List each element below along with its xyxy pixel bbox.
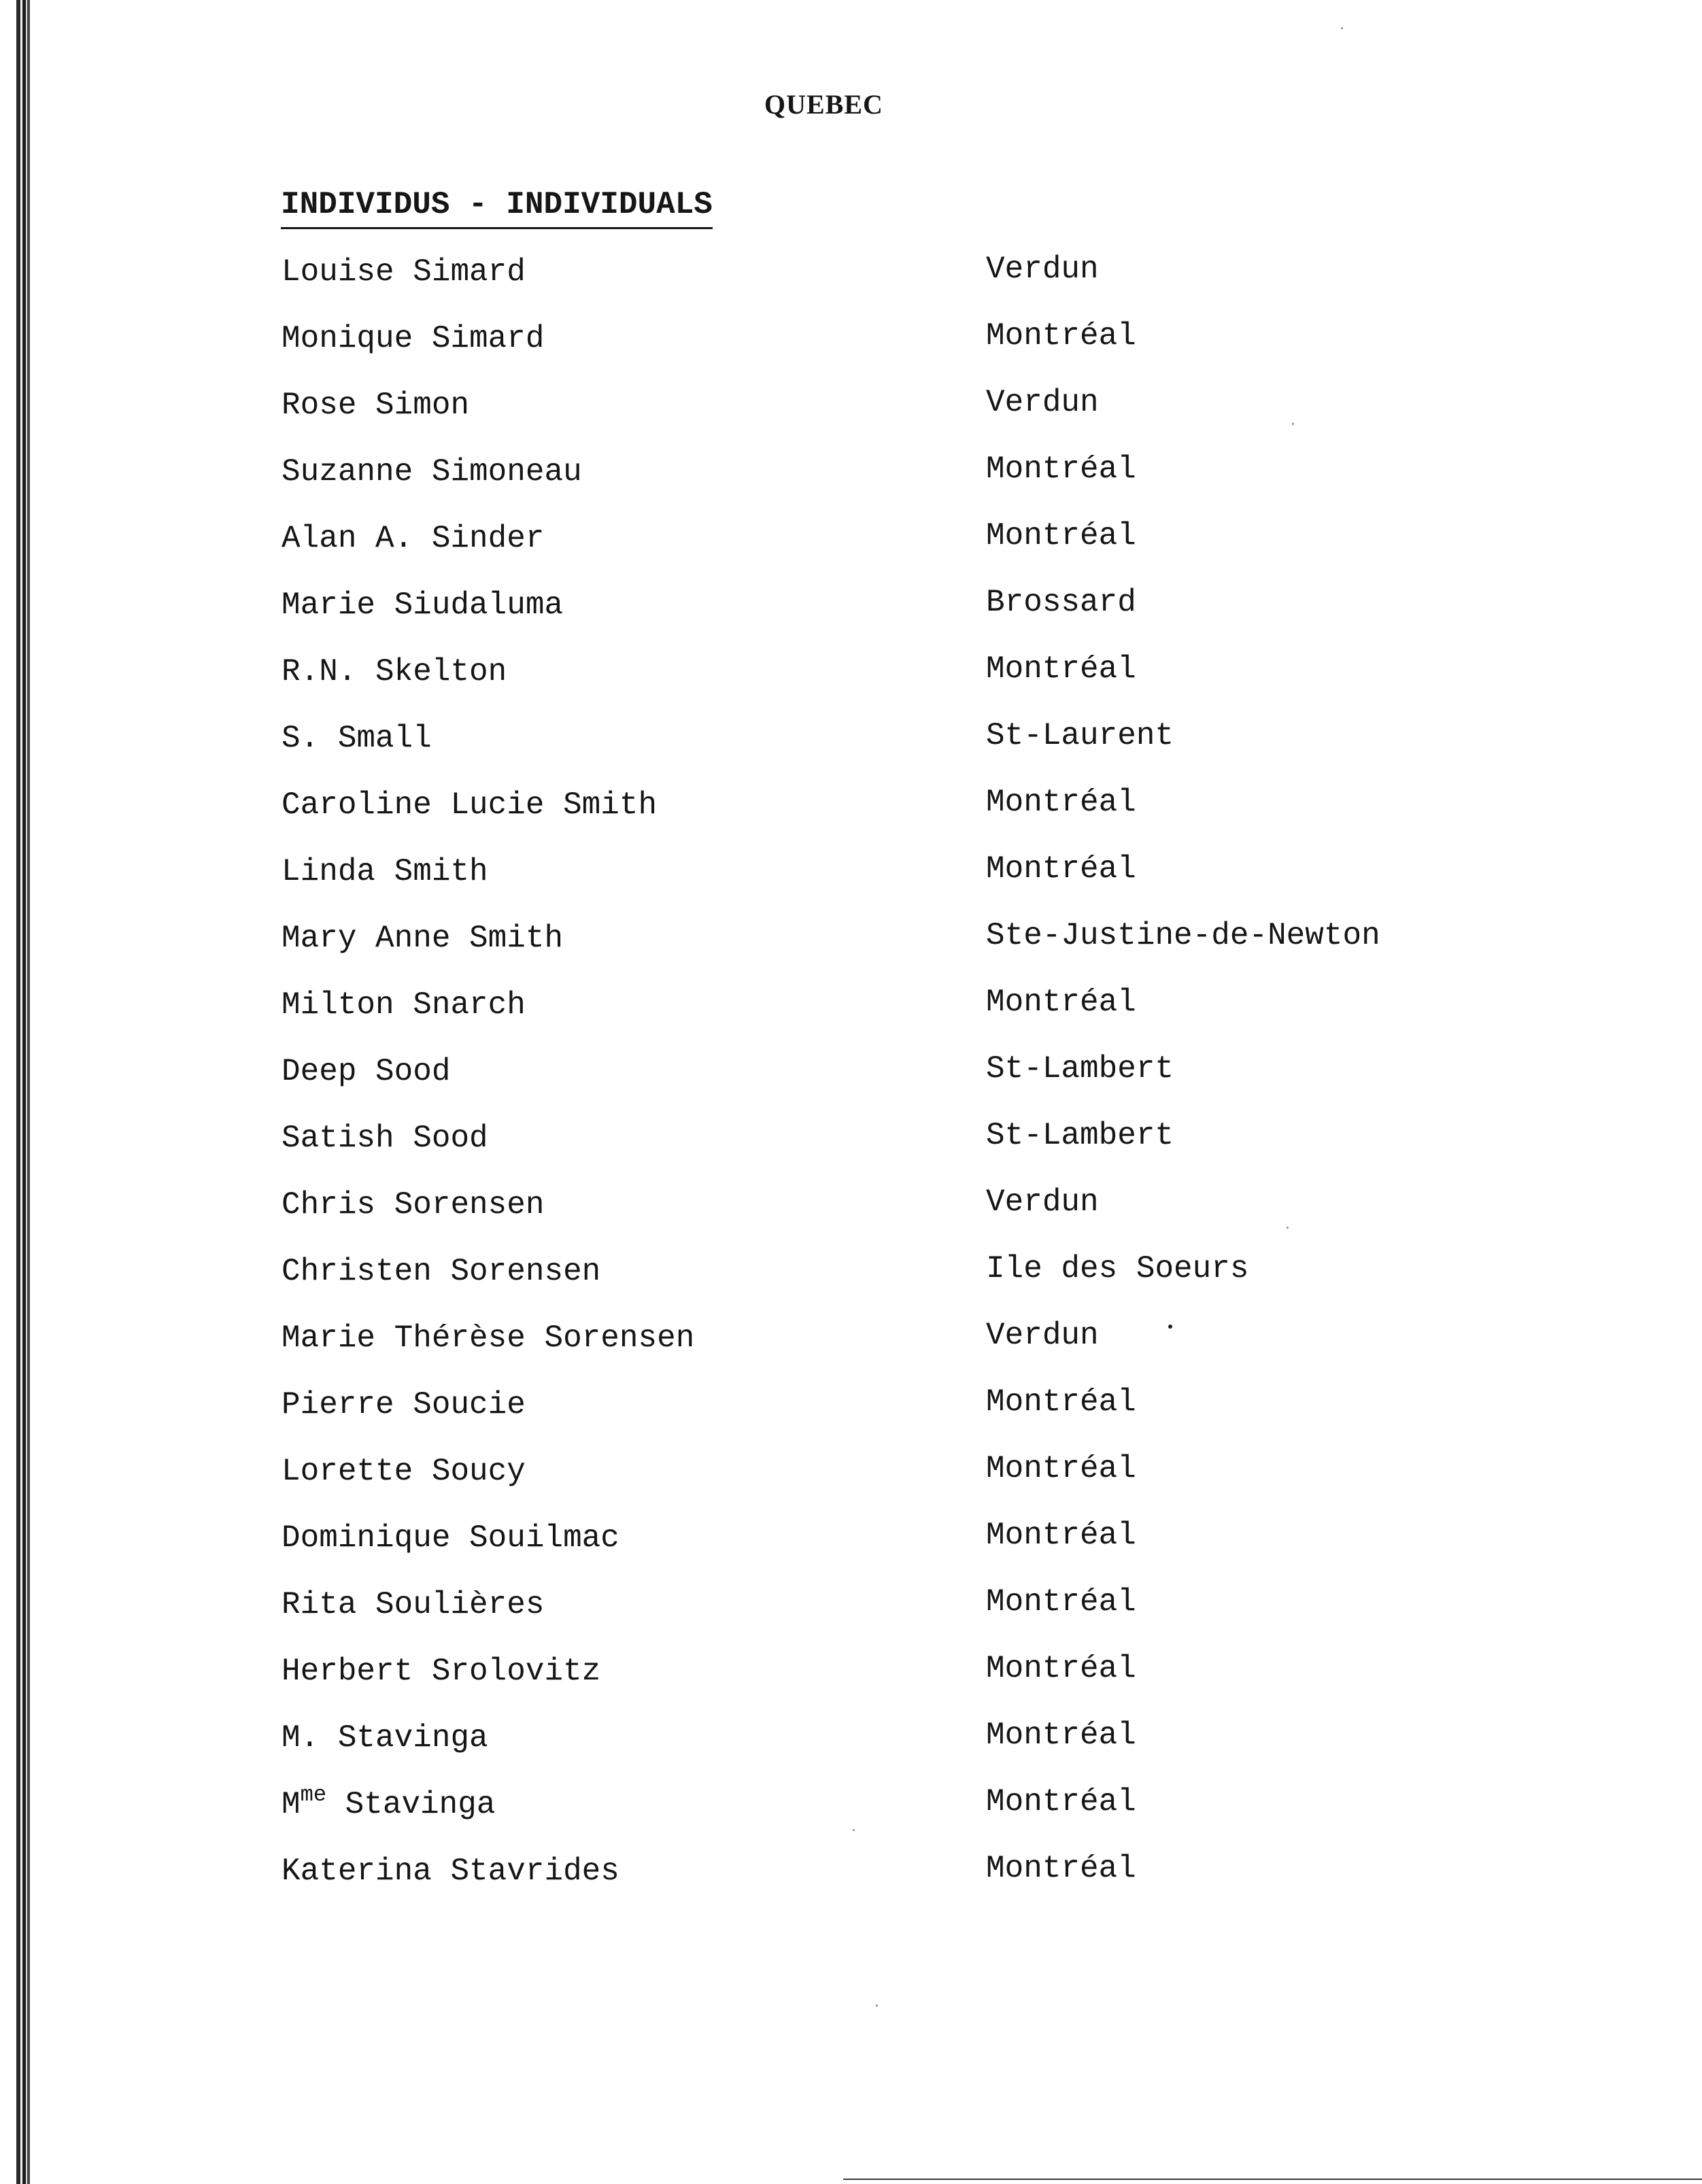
individual-city: Montréal: [986, 1518, 1136, 1553]
individual-name: Louise Simard: [282, 254, 526, 290]
list-item: [282, 1651, 1437, 1718]
individual-city: Montréal: [986, 518, 1136, 553]
individual-city: St-Lambert: [986, 1118, 1174, 1153]
individual-city: St-Laurent: [986, 718, 1174, 753]
individual-city: Brossard: [986, 585, 1136, 620]
list-item: [282, 1251, 1437, 1318]
individual-city: Montréal: [986, 985, 1136, 1020]
list-item: [282, 785, 1437, 851]
page-bottom-edge: [843, 2179, 1702, 2180]
scan-speck: [1341, 27, 1343, 29]
individual-city: Montréal: [986, 651, 1136, 687]
list-item: [282, 985, 1437, 1051]
name-prefix: M: [282, 1787, 301, 1822]
list-item: [282, 518, 1437, 585]
individual-name: M. Stavinga: [282, 1720, 488, 1756]
individual-city: St-Lambert: [986, 1051, 1174, 1087]
individual-name: Christen Sorensen: [282, 1254, 601, 1289]
list-item: [282, 651, 1437, 718]
individual-name: Pierre Soucie: [282, 1387, 526, 1422]
list-item: [282, 1518, 1437, 1584]
page-binding-edge: [0, 0, 38, 2184]
individual-name: Alan A. Sinder: [282, 521, 545, 556]
individual-city: Verdun: [986, 1184, 1099, 1220]
list-item: [282, 1584, 1437, 1651]
individual-name: Katerina Stavrides: [282, 1854, 619, 1889]
individual-name: Milton Snarch: [282, 987, 526, 1023]
individual-name: Marie Siudaluma: [282, 587, 564, 623]
list-item: [282, 252, 1437, 318]
individual-city: Verdun: [986, 385, 1099, 420]
individual-name: Deep Sood: [282, 1054, 451, 1089]
list-item: [282, 1451, 1437, 1518]
individual-city: Verdun: [986, 1318, 1099, 1353]
individual-name: Rita Soulières: [282, 1587, 545, 1622]
individual-city: Verdun: [986, 252, 1099, 287]
individual-name: Satish Sood: [282, 1121, 488, 1156]
individual-name: Rose Simon: [282, 388, 470, 423]
individual-city: Ste-Justine-de-Newton: [986, 918, 1380, 953]
individual-name: Chris Sorensen: [282, 1187, 545, 1223]
individual-city: Montréal: [986, 1451, 1136, 1486]
individual-city: Montréal: [986, 1384, 1136, 1420]
list-item: [282, 1851, 1437, 1917]
list-item: [282, 1318, 1437, 1384]
name-superscript: me: [300, 1782, 327, 1807]
individual-name: Marie Thérèse Sorensen: [282, 1320, 695, 1356]
individual-name: Mary Anne Smith: [282, 921, 564, 956]
scan-speck: [876, 2004, 878, 2007]
individual-city: Montréal: [986, 1851, 1136, 1886]
name-surname: Stavinga: [345, 1787, 496, 1822]
individual-city: Montréal: [986, 785, 1136, 820]
list-item: [282, 851, 1437, 918]
list-item: [282, 918, 1437, 985]
individual-name: R.N. Skelton: [282, 654, 507, 689]
list-item: [282, 1184, 1437, 1251]
individual-city: Montréal: [986, 1651, 1136, 1686]
individual-name: S. Small: [282, 721, 432, 756]
list-item: [282, 1118, 1437, 1184]
individual-name: Dominique Souilmac: [282, 1520, 619, 1556]
list-item: [282, 585, 1437, 651]
list-item: [282, 385, 1437, 451]
individual-city: Ile des Soeurs: [986, 1251, 1249, 1286]
individual-name: Herbert Srolovitz: [282, 1654, 601, 1689]
list-item: [282, 318, 1437, 385]
individual-name: Suzanne Simoneau: [282, 454, 582, 490]
individual-name: Monique Simard: [282, 321, 545, 356]
individual-city: Montréal: [986, 851, 1136, 887]
page-heading: QUEBEC: [764, 89, 883, 120]
list-item: [282, 1784, 1437, 1851]
list-item: [282, 1718, 1437, 1784]
individual-name: Lorette Soucy: [282, 1454, 526, 1489]
individual-name: Caroline Lucie Smith: [282, 787, 658, 823]
list-item: [282, 1051, 1437, 1118]
list-item: [282, 451, 1437, 518]
individual-city: Montréal: [986, 1718, 1136, 1753]
individual-name: [282, 1784, 495, 1825]
list-item: [282, 718, 1437, 785]
individual-name: Linda Smith: [282, 854, 488, 889]
list-item: [282, 1384, 1437, 1451]
section-heading: INDIVIDUS - INDIVIDUALS: [281, 185, 713, 229]
individuals-list: [282, 252, 1437, 1917]
individual-city: Montréal: [986, 1584, 1136, 1620]
individual-city: Montréal: [986, 451, 1136, 487]
individual-city: Montréal: [986, 1784, 1136, 1820]
individual-city: Montréal: [986, 318, 1136, 354]
